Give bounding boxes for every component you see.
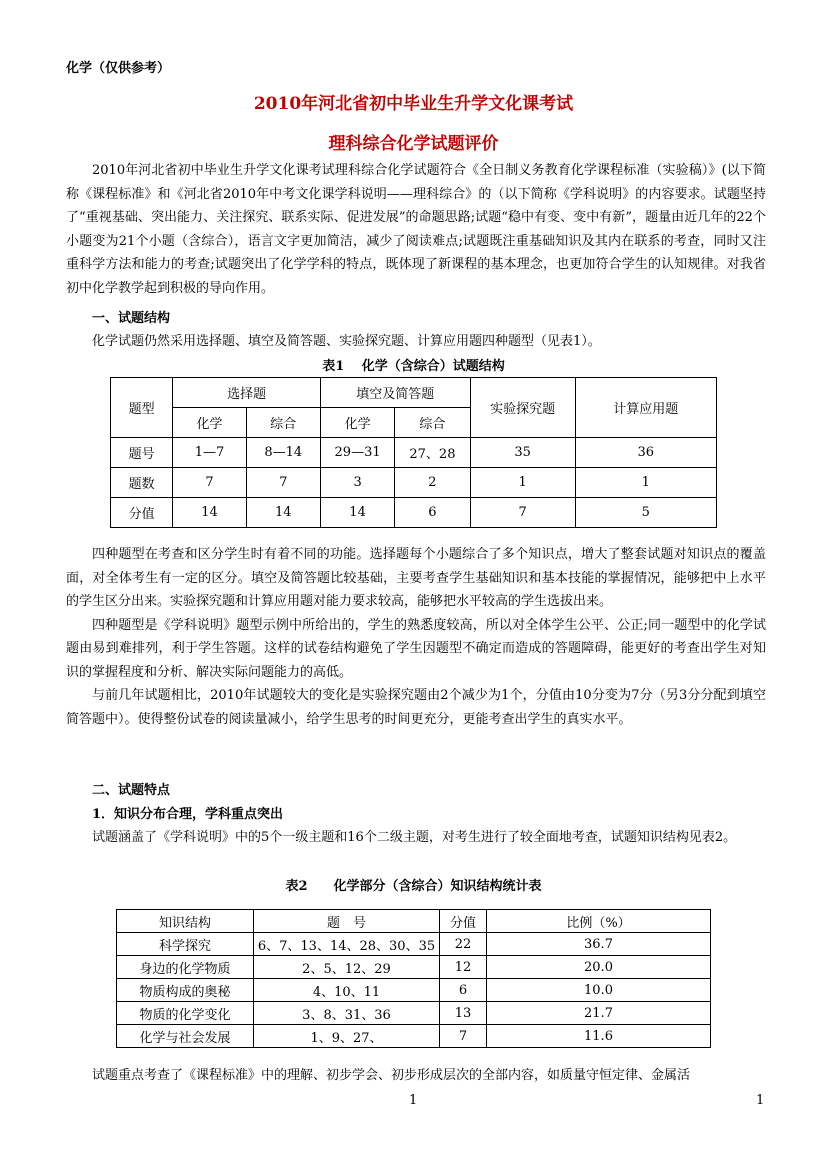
table-cell: 14: [246, 498, 320, 528]
table-cell: 3: [320, 468, 394, 498]
table-row: [111, 468, 717, 498]
subsection-heading: 1．知识分布合理，学科重点突出: [92, 807, 284, 822]
page-number-right: 1: [756, 1093, 765, 1108]
page-number-center: 1: [409, 1093, 418, 1108]
table-cell: 物质构成的奥秘: [117, 979, 254, 1002]
intro-text: 2010年河北省初中毕业生升学文化课考试理科综合化学试题符合《全日制义务教育化学课程标准（实验稿）》(以下简称《课程标准》和《河北省2010年中考文化课学科说明——理科综合》的（以下简称《学科说明》的内容要求。试题坚持了“重视基础、突出能力、关注探究、联系实际、促进发展”的命题思路;试题“稳中有变、变中有新”，题量由近几年的22个小题变为21个小题（含综合），语言文字更加简洁，减少了阅读难点;试题既注重基础知识及其内在联系的考查，同时又注重科学方法和能力的考查;试题突出了化学学科的特点，既体现了新课程的基本理念，也更加符合学生的认知规律。对我省初中化学教学起到积极的导向作用。: [66, 163, 766, 296]
closing-paragraph: [66, 1064, 766, 1088]
section2-paragraph: [66, 826, 766, 850]
table-cell: 7: [470, 498, 575, 528]
table-cell: 1、9、27、: [254, 1025, 440, 1048]
paragraph: 试题重点考查了《课程标准》中的理解、初步学会、初步形成层次的全部内容，如质量守恒定律、金属活: [92, 1068, 691, 1083]
table-cell: 6、7、13、14、28、30、35: [254, 933, 440, 956]
table-cell: 化学与社会发展: [117, 1025, 254, 1048]
table-cell: 1—7: [173, 438, 246, 468]
body-paragraphs: [66, 543, 766, 731]
table-cell: 科学探究: [117, 933, 254, 956]
paragraph: 四种题型是《学科说明》题型示例中所给出的，学生的熟悉度较高，所以对全体学生公平、公正;同一题型中的化学试题由易到难排列，利于学生答题。这样的试卷结构避免了学生因题型不确定而造成的答题障碍，能更好的考查出学生对知识的掌握程度和分析、解决实际问题能力的高低。: [66, 617, 766, 680]
table-cell: 21.7: [487, 1002, 711, 1025]
table-cell: 11.6: [487, 1025, 711, 1048]
section1-paragraph: [66, 330, 766, 354]
table-cell: 12: [440, 956, 487, 979]
table-header-cell: 比例（%）: [487, 910, 711, 933]
table-cell: 1: [575, 468, 716, 498]
table-header-cell: 化学: [320, 408, 394, 438]
table-row: [117, 1002, 711, 1025]
table-cell: 2、5、12、29: [254, 956, 440, 979]
table-cell: 29—31: [320, 438, 394, 468]
table-cell: 14: [320, 498, 394, 528]
table-row: [111, 378, 717, 408]
table-header-cell: 选择题: [173, 378, 321, 408]
table-row: [117, 910, 711, 933]
question-structure-table: [110, 377, 717, 528]
table-header-cell: 实验探究题: [470, 378, 575, 438]
table-cell: 7: [246, 468, 320, 498]
paragraph: 与前几年试题相比，2010年试题较大的变化是实验探究题由2个减少为1个，分值由10分变为7分（另3分分配到填空简答题中）。使得整份试卷的阅读量减小，给学生思考的时间更充分，更能考查出学生的真实水平。: [66, 688, 766, 727]
table-header-cell: 题 号: [254, 910, 440, 933]
table-cell: 6: [395, 498, 470, 528]
table-cell: 6: [440, 979, 487, 1002]
paragraph: 试题涵盖了《学科说明》中的5个一级主题和16个二级主题，对考生进行了较全面地考查，试题知识结构见表2。: [92, 830, 737, 845]
table-header-cell: 计算应用题: [575, 378, 716, 438]
table-cell: 35: [470, 438, 575, 468]
table-cell: 13: [440, 1002, 487, 1025]
table-header-cell: 综合: [395, 408, 470, 438]
table-cell: 2: [395, 468, 470, 498]
table-cell: 1: [470, 468, 575, 498]
table-row-label: 题数: [111, 468, 173, 498]
table-cell: 5: [575, 498, 716, 528]
table-row: [111, 438, 717, 468]
table-header-cell: 化学: [173, 408, 246, 438]
table-header-cell: 题型: [111, 378, 173, 438]
table-row: [117, 1025, 711, 1048]
table-cell: 8—14: [246, 438, 320, 468]
table-row: [117, 933, 711, 956]
table-cell: 身边的化学物质: [117, 956, 254, 979]
table-cell: 10.0: [487, 979, 711, 1002]
table-cell: 7: [440, 1025, 487, 1048]
page-header: 化学（仅供参考）: [66, 61, 171, 76]
table-cell: 36: [575, 438, 716, 468]
section-heading: 一、试题结构: [92, 311, 171, 326]
table-header-cell: 综合: [246, 408, 320, 438]
table-row: [117, 979, 711, 1002]
table1-caption: 表1 化学（含综合）试题结构: [322, 359, 505, 374]
paragraph: 四种题型在考查和区分学生时有着不同的功能。选择题每个小题综合了多个知识点，增大了整套试题对知识点的覆盖面，对全体考生有一定的区分。填空及简答题比较基础，主要考查学生基础知识和基本技能的掌握情况，能够把中上水平的学生区分出来。实验探究题和计算应用题对能力要求较高，能够把水平较高的学生选拔出来。: [66, 547, 766, 609]
table-cell: 3、8、31、36: [254, 1002, 440, 1025]
table-row-label: 题号: [111, 438, 173, 468]
table-cell: 36.7: [487, 933, 711, 956]
table-cell: 14: [173, 498, 246, 528]
knowledge-structure-table: [116, 909, 711, 1048]
table-row-label: 分值: [111, 498, 173, 528]
table-header-cell: 填空及简答题: [320, 378, 470, 408]
table-header-cell: 知识结构: [117, 910, 254, 933]
document-title: 2010年河北省初中毕业生升学文化课考试: [253, 94, 574, 114]
document-subtitle: 理科综合化学试题评价: [328, 134, 499, 154]
section1-text: 化学试题仍然采用选择题、填空及简答题、实验探究题、计算应用题四种题型（见表1）。: [92, 334, 601, 349]
table-cell: 4、10、11: [254, 979, 440, 1002]
table-header-cell: 分值: [440, 910, 487, 933]
table-row: [111, 498, 717, 528]
table-cell: 物质的化学变化: [117, 1002, 254, 1025]
intro-paragraph: [66, 159, 766, 300]
section-heading: 二、试题特点: [92, 783, 171, 798]
table-cell: 22: [440, 933, 487, 956]
table-row: [117, 956, 711, 979]
table2-caption: 表2 化学部分（含综合）知识结构统计表: [285, 879, 542, 894]
table-cell: 7: [173, 468, 246, 498]
table-cell: 20.0: [487, 956, 711, 979]
table-cell: 27、28: [395, 438, 470, 468]
